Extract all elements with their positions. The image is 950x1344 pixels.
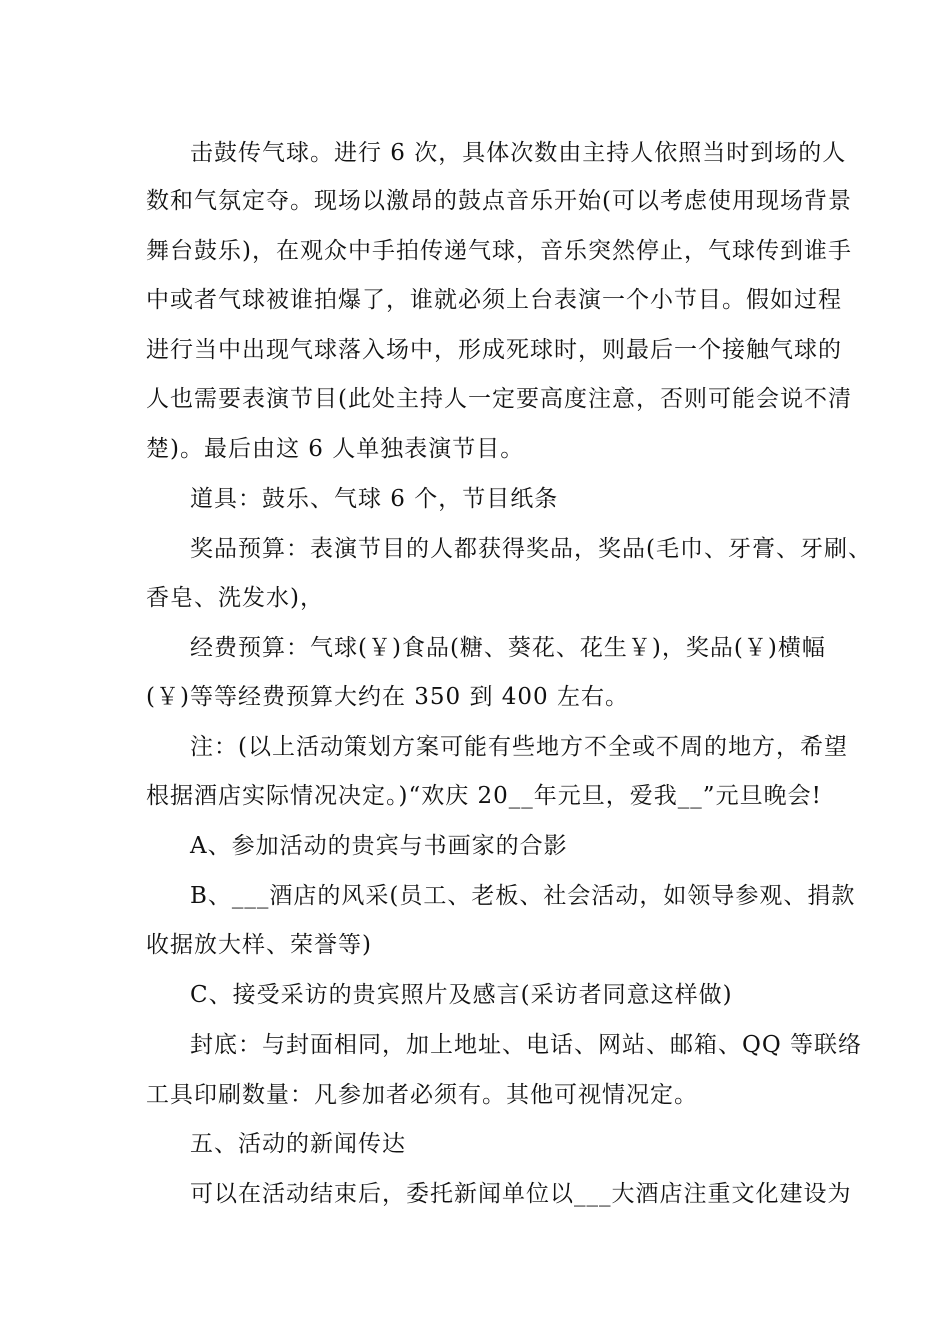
paragraph-line: 根据酒店实际情况决定。)“欢庆 20__年元旦，爱我__”元旦晚会! (146, 783, 822, 809)
paragraph-line: 五、活动的新闻传达 (190, 1131, 406, 1157)
paragraph-line: C、接受采访的贵宾照片及感言(采访者同意这样做) (190, 982, 733, 1008)
paragraph-line: 工具印刷数量：凡参加者必须有。其他可视情况定。 (146, 1082, 698, 1108)
paragraph-line: 数和气氛定夺。现场以激昂的鼓点音乐开始(可以考虑使用现场背景 (146, 188, 852, 214)
paragraph-line: B、___酒店的风采(员工、老板、社会活动，如领导参观、捐款 (190, 883, 856, 909)
paragraph-line: 经费预算：气球(￥)食品(糖、葵花、花生￥)，奖品(￥)横幅 (190, 635, 826, 661)
paragraph-line: A、参加活动的贵宾与书画家的合影 (190, 833, 568, 859)
paragraph-line: 道具：鼓乐、气球 6 个，节目纸条 (190, 486, 559, 512)
paragraph-line: (￥)等等经费预算大约在 350 到 400 左右。 (146, 684, 629, 710)
paragraph-line: 封底：与封面相同，加上地址、电话、网站、邮箱、QQ 等联络 (190, 1032, 863, 1058)
paragraph-line: 收据放大样、荣誉等) (146, 932, 372, 958)
paragraph-line: 人也需要表演节目(此处主持人一定要高度注意，否则可能会说不清 (146, 386, 852, 412)
paragraph-line: 奖品预算：表演节目的人都获得奖品，奖品(毛巾、牙膏、牙刷、 (190, 536, 872, 562)
paragraph-line: 可以在活动结束后，委托新闻单位以___大酒店注重文化建设为 (190, 1181, 852, 1207)
paragraph-line: 注：(以上活动策划方案可能有些地方不全或不周的地方，希望 (190, 734, 848, 760)
paragraph-line: 击鼓传气球。进行 6 次，具体次数由主持人依照当时到场的人 (190, 140, 847, 166)
paragraph-line: 舞台鼓乐)，在观众中手拍传递气球，音乐突然停止，气球传到谁手 (146, 238, 852, 264)
paragraph-line: 香皂、洗发水)， (146, 585, 324, 611)
paragraph-line: 进行当中出现气球落入场中，形成死球时，则最后一个接触气球的 (146, 337, 842, 363)
paragraph-line: 中或者气球被谁拍爆了，谁就必须上台表演一个小节目。假如过程 (146, 287, 842, 313)
paragraph-line: 楚)。最后由这 6 人单独表演节目。 (146, 436, 525, 462)
